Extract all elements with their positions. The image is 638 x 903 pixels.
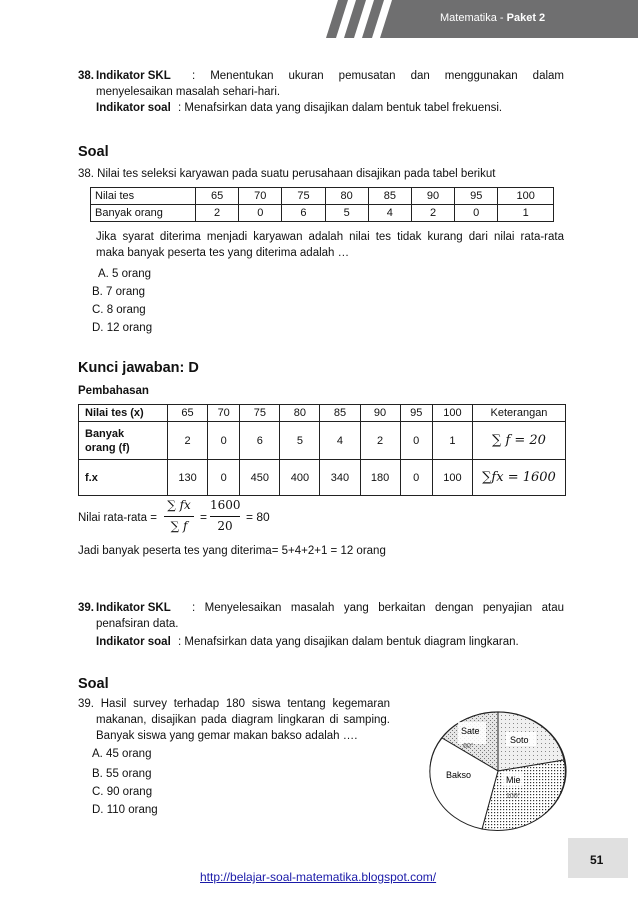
pie-label-bakso: Bakso bbox=[446, 770, 472, 780]
table-row bbox=[91, 205, 554, 222]
q38-skl-text: : Menentukan ukuran pemusatan dan menggunakan dalam bbox=[192, 70, 564, 82]
table-cell: Banyak orang bbox=[91, 205, 196, 222]
footer-link[interactable]: http://belajar-soal-matematika.blogspot.com/ bbox=[200, 870, 437, 884]
q39-line-2: makanan, disajikan pada diagram lingkaran di samping. bbox=[96, 714, 390, 726]
table-cell: f.x bbox=[79, 460, 168, 496]
q39-line-1: 39. Hasil survey terhadap 180 siswa tentang kegemaran bbox=[78, 698, 390, 710]
table-cell: 180 bbox=[360, 460, 400, 496]
q38-skl-text-2: menyelesaikan masalah sehari-hari. bbox=[96, 86, 281, 98]
q38-number: 38. bbox=[78, 70, 94, 82]
table-cell: 0 bbox=[455, 205, 498, 222]
table-cell: 75 bbox=[240, 405, 280, 422]
q38-option-b[interactable]: B. 7 orang bbox=[92, 286, 146, 298]
table-cell: 340 bbox=[320, 460, 360, 496]
q39-ind-text: : Menafsirkan data yang disajikan dalam bentuk diagram lingkaran. bbox=[178, 636, 519, 648]
table-cell: 130 bbox=[168, 460, 208, 496]
table-cell: 70 bbox=[208, 405, 240, 422]
q38-ind-text: : Menafsirkan data yang disajikan dalam bentuk tabel frekuensi. bbox=[178, 102, 503, 114]
table-cell: 95 bbox=[400, 405, 432, 422]
q38-answer-heading: Kunci jawaban: D bbox=[78, 360, 199, 376]
table-row bbox=[79, 460, 566, 496]
table-cell: 85 bbox=[320, 405, 360, 422]
q39-skl-text: : Menyelesaikan masalah yang berkaitan dengan penyajian atau bbox=[192, 602, 564, 614]
table-cell: 0 bbox=[400, 460, 432, 496]
table-cell: 2 bbox=[168, 422, 208, 460]
table-cell: 80 bbox=[325, 188, 368, 205]
table-cell: 5 bbox=[280, 422, 320, 460]
table-cell: 400 bbox=[280, 460, 320, 496]
table-cell: 2 bbox=[360, 422, 400, 460]
q39-line-3: Banyak siswa yang gemar makan bakso adalah …. bbox=[96, 730, 358, 742]
q39-option-c[interactable]: C. 90 orang bbox=[92, 786, 153, 798]
table-cell: ∑ f = 20 bbox=[473, 422, 566, 460]
q39-ind-label: Indikator soal bbox=[96, 636, 171, 648]
f-label-1: Banyak bbox=[85, 427, 125, 440]
table-cell: Keterangan bbox=[473, 405, 566, 422]
header-stripes bbox=[318, 0, 398, 38]
table-cell: 4 bbox=[320, 422, 360, 460]
q38-solution-table bbox=[78, 404, 566, 496]
table-cell: 1 bbox=[432, 422, 472, 460]
table-cell: 0 bbox=[208, 460, 240, 496]
fraction-line bbox=[164, 516, 194, 517]
fraction-line-2 bbox=[210, 516, 240, 517]
q38-ind-label: Indikator soal bbox=[96, 102, 171, 114]
q38-soal-heading: Soal bbox=[78, 144, 109, 160]
q39-option-d[interactable]: D. 110 orang bbox=[92, 804, 158, 816]
table-cell: 65 bbox=[168, 405, 208, 422]
table-cell: 100 bbox=[432, 405, 472, 422]
table-cell: 5 bbox=[325, 205, 368, 222]
table-cell: Nilai tes (x) bbox=[79, 405, 168, 422]
table-row bbox=[79, 422, 566, 460]
mean-denominator-value: 20 bbox=[217, 519, 233, 533]
q38-option-a[interactable]: A. 5 orang bbox=[98, 268, 152, 280]
q38-pembahasan: Pembahasan bbox=[78, 385, 149, 397]
mean-numerator: ∑ fx bbox=[167, 498, 191, 512]
table-cell: 450 bbox=[240, 460, 280, 496]
pie-sublabel-mie: 100° bbox=[506, 793, 521, 800]
q38-option-d[interactable]: D. 12 orang bbox=[92, 322, 153, 334]
pie-label-mie: Mie bbox=[506, 775, 521, 785]
q39-skl-text-2: penafsiran data. bbox=[96, 618, 179, 630]
table-cell: 90 bbox=[411, 188, 454, 205]
q38-table bbox=[90, 187, 554, 222]
table-cell: ∑fx = 1600 bbox=[473, 460, 566, 496]
table-cell: 100 bbox=[432, 460, 472, 496]
table-cell: 0 bbox=[239, 205, 282, 222]
page-number: 51 bbox=[590, 853, 604, 867]
pie-sublabel-sate: 60° bbox=[463, 743, 474, 750]
table-cell: 0 bbox=[400, 422, 432, 460]
pie-label-soto: Soto bbox=[510, 735, 529, 745]
table-cell: 65 bbox=[196, 188, 239, 205]
table-cell: 2 bbox=[196, 205, 239, 222]
header-subject: Matematika - bbox=[440, 12, 507, 24]
table-cell: 4 bbox=[368, 205, 411, 222]
mean-denominator: ∑ f bbox=[170, 519, 188, 533]
q38-question: 38. Nilai tes seleksi karyawan pada suatu perusahaan disajikan pada tabel berikut bbox=[78, 168, 496, 180]
q38-skl-label: Indikator SKL bbox=[96, 70, 171, 82]
table-cell: 1 bbox=[498, 205, 554, 222]
table-cell bbox=[79, 422, 168, 460]
table-cell: 0 bbox=[208, 422, 240, 460]
header-title bbox=[440, 12, 545, 24]
q38-para-2: maka banyak peserta tes yang diterima adalah … bbox=[96, 247, 350, 259]
q38-para-1: Jika syarat diterima menjadi karyawan adalah nilai tes tidak kurang dari nilai rata-rata bbox=[96, 231, 564, 243]
q39-skl-label: Indikator SKL bbox=[96, 602, 171, 614]
q39-number: 39. bbox=[78, 602, 94, 614]
f-label-2: orang (f) bbox=[85, 441, 130, 454]
table-cell: 70 bbox=[239, 188, 282, 205]
equals-sign: = bbox=[200, 510, 208, 524]
q38-conclusion: Jadi banyak peserta tes yang diterima= 5+4+2+1 = 12 orang bbox=[78, 545, 386, 557]
table-cell: 90 bbox=[360, 405, 400, 422]
table-cell: 75 bbox=[282, 188, 325, 205]
table-cell: 95 bbox=[455, 188, 498, 205]
table-cell: 80 bbox=[280, 405, 320, 422]
q39-option-a[interactable]: A. 45 orang bbox=[92, 748, 152, 760]
table-cell: 2 bbox=[411, 205, 454, 222]
q38-option-c[interactable]: C. 8 orang bbox=[92, 304, 146, 316]
table-cell: 6 bbox=[240, 422, 280, 460]
mean-label: Nilai rata-rata = bbox=[78, 512, 157, 524]
pie-label-sate: Sate bbox=[461, 726, 480, 736]
mean-result: = 80 bbox=[246, 510, 270, 524]
table-cell: 100 bbox=[498, 188, 554, 205]
table-cell: 85 bbox=[368, 188, 411, 205]
header-package: Paket 2 bbox=[506, 12, 546, 24]
table-cell: 6 bbox=[282, 205, 325, 222]
q39-option-b[interactable]: B. 55 orang bbox=[92, 768, 152, 780]
q39-soal-heading: Soal bbox=[78, 676, 109, 692]
table-row bbox=[91, 188, 554, 205]
table-cell: Nilai tes bbox=[91, 188, 196, 205]
pie-chart bbox=[428, 710, 568, 832]
mean-numerator-value: 1600 bbox=[210, 498, 241, 512]
table-row bbox=[79, 405, 566, 422]
